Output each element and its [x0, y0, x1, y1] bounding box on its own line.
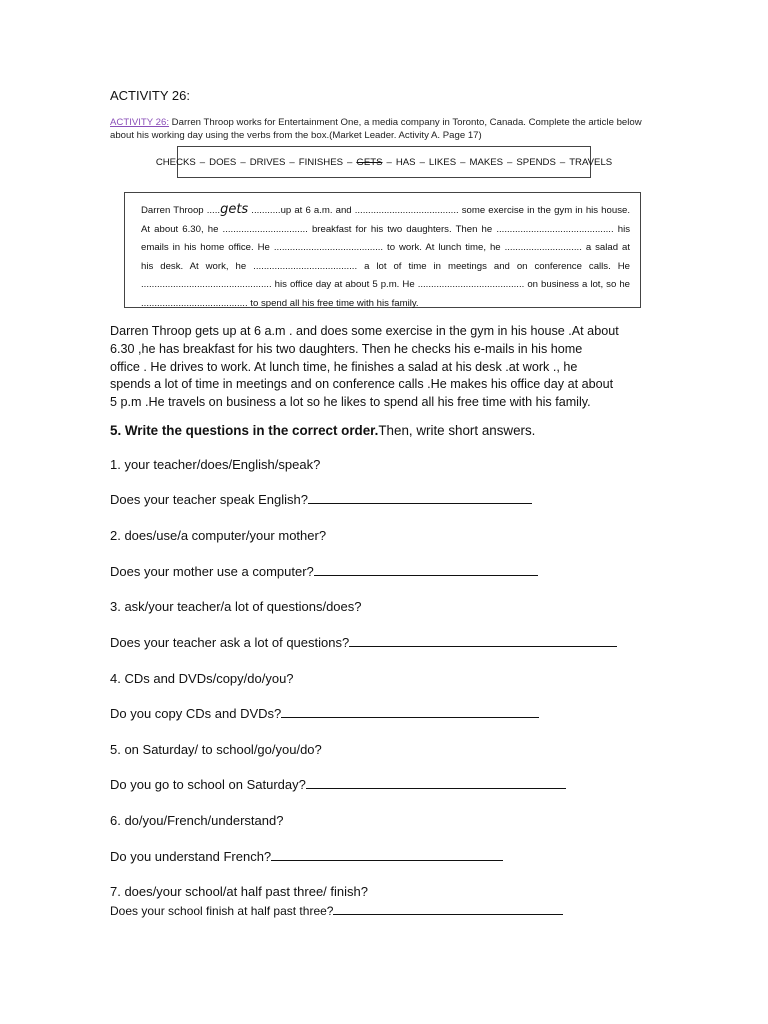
question-2-answer-row [110, 564, 538, 579]
verb-separator: – [289, 156, 295, 168]
article-box [124, 192, 641, 308]
answer-line-2: 6.30 ,he has breakfast for his two daughters. Then he checks his e-mails in his home [110, 341, 583, 356]
verb-has: HAS [395, 156, 416, 168]
verb-separator: – [507, 156, 513, 168]
question-1-answer-row [110, 492, 532, 507]
answer-line-1: Darren Throop gets up at 6 a.m . and does some exercise in the gym in his house .At about [110, 324, 619, 338]
answer-blank-5[interactable] [306, 777, 566, 789]
verb-separator: – [559, 156, 566, 168]
question-7-answer: Does your school finish at half past three? [110, 904, 334, 918]
question-2-answer: Does your mother use a computer? [110, 564, 314, 579]
verb-separator: – [199, 156, 206, 168]
verb-gets: GETS [356, 156, 383, 168]
article-line-4: his desk. At work, he ....................................... a lot of time in meetings and on conference calls. He [141, 260, 630, 272]
article-line-6: ........................................ to spend all his free time with his family. [141, 297, 419, 309]
verb-travels: TRAVELS [569, 156, 613, 168]
activity-title: ACTIVITY 26: [110, 88, 190, 103]
verb-likes: LIKES [428, 156, 457, 168]
question-2-prompt: 2. does/use/a computer/your mother? [110, 528, 327, 543]
answer-blank-1[interactable] [308, 492, 532, 504]
question-4-answer: Do you copy CDs and DVDs? [110, 706, 282, 721]
article-line-5: ................................................. his office day at about 5 p.m. He ........................................ on business a lot, so he [141, 279, 630, 291]
answer-line-5: 5 p.m .He travels on business a lot so he likes to spend all his free time with his family. [110, 395, 591, 410]
answer-blank-4[interactable] [281, 706, 539, 718]
question-5-answer-row [110, 777, 566, 792]
verb-separator: – [386, 156, 392, 168]
exercise-5-heading-bold: 5. Write the questions in the correct order. [110, 423, 379, 438]
answer-paragraph [110, 323, 655, 412]
verb-finishes: FINISHES [298, 156, 344, 168]
answer-line-3: office . He drives to work. At lunch time, he finishes a salad at his desk .at work ., he [110, 359, 578, 374]
activity-instructions [110, 116, 662, 142]
answer-blank-2[interactable] [314, 564, 538, 576]
question-5-prompt: 5. on Saturday/ to school/go/you/do? [110, 742, 322, 757]
verb-box [155, 146, 613, 178]
question-4-prompt: 4. CDs and DVDs/copy/do/you? [110, 671, 294, 686]
handwritten-answer: gets [220, 202, 249, 217]
answer-blank-7[interactable] [333, 903, 563, 915]
verb-separator: – [240, 156, 246, 168]
question-6-answer-row [110, 849, 503, 864]
verb-separator: – [419, 156, 425, 168]
question-1-prompt: 1. your teacher/does/English/speak? [110, 457, 321, 472]
question-1-answer: Does your teacher speak English? [110, 492, 309, 507]
article-line-1-start: Darren Throop ..... [141, 205, 221, 216]
verb-makes: MAKES [469, 156, 504, 168]
question-3-answer-row [110, 635, 617, 650]
verb-checks: CHECKS [155, 156, 196, 168]
activity-label: ACTIVITY 26: [110, 117, 170, 128]
verb-separator: – [460, 156, 466, 168]
article-line-1-end: ...........up at 6 a.m. and ....................................... some exercise in the gym in his house. [248, 205, 630, 216]
verb-separator: – [347, 156, 353, 168]
question-7-answer-row [110, 903, 563, 918]
verb-does: DOES [209, 156, 237, 168]
answer-line-4: spends a lot of time in meetings and on conference calls .He makes his office day at about [110, 377, 614, 392]
verb-drives: DRIVES [249, 156, 286, 168]
article-line-3: emails in his home office. He ......................................... to work. At lunch time, he ............................. a salad at [141, 242, 630, 254]
question-5-answer: Do you go to school on Saturday? [110, 777, 306, 792]
question-3-prompt: 3. ask/your teacher/a lot of questions/does? [110, 599, 362, 614]
instructions-text: Darren Throop works for Entertainment One, a media company in Toronto, Canada. Complete the article below about his working day using the verbs from the box.(Market Leader. Activity A. Page 17) [110, 117, 642, 141]
answer-blank-3[interactable] [349, 635, 617, 647]
question-6-prompt: 6. do/you/French/understand? [110, 813, 284, 828]
article-line-1 [141, 201, 630, 221]
question-4-answer-row [110, 706, 539, 721]
article-line-2: At about 6.30, he ................................ breakfast for his two daughters. Then he ............................................ his [141, 223, 630, 235]
answer-blank-6[interactable] [271, 849, 503, 861]
question-6-answer: Do you understand French? [110, 849, 272, 864]
question-3-answer: Does your teacher ask a lot of questions? [110, 635, 350, 650]
verb-spends: SPENDS [516, 156, 556, 168]
exercise-5-heading [110, 423, 535, 438]
exercise-5-heading-rest: Then, write short answers. [378, 423, 536, 438]
question-7-prompt: 7. does/your school/at half past three/ finish? [110, 884, 368, 899]
